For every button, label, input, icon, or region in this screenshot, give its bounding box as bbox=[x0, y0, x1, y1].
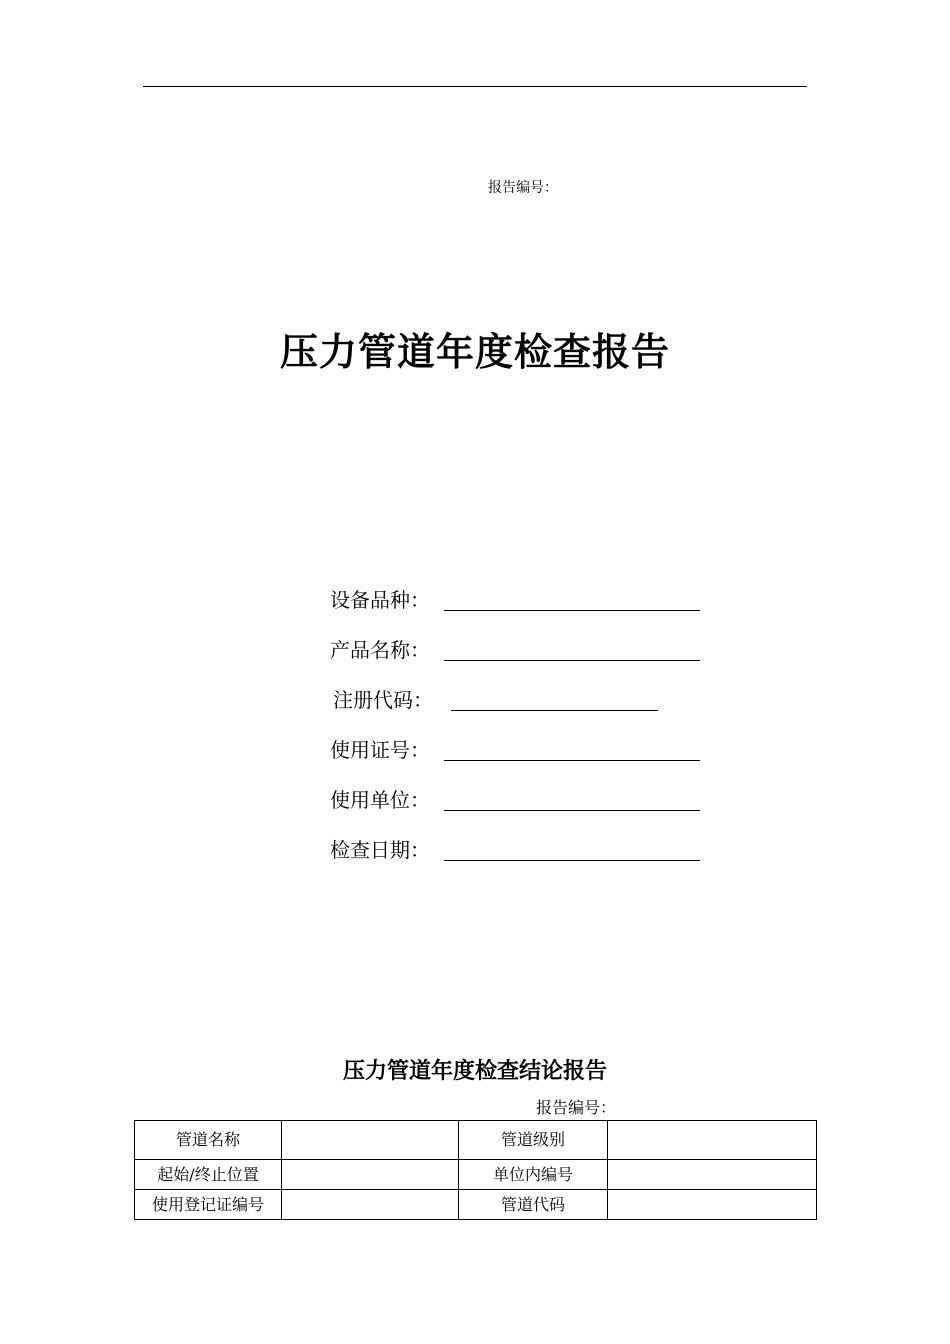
field-blank-line[interactable] bbox=[444, 860, 700, 861]
conclusion-title: 压力管道年度检查结论报告 bbox=[342, 1058, 607, 1084]
table-header-cell: 单位内编号 bbox=[459, 1160, 608, 1190]
field-product-name bbox=[330, 635, 700, 665]
table-value-cell[interactable] bbox=[608, 1121, 817, 1160]
field-registration-code bbox=[333, 685, 659, 715]
field-label: 使用单位： bbox=[330, 788, 430, 812]
conclusion-report-number-label: 报告编号： bbox=[536, 1098, 617, 1117]
field-blank-line[interactable] bbox=[444, 610, 700, 611]
field-blank-line[interactable] bbox=[451, 710, 658, 711]
field-label: 产品名称： bbox=[330, 638, 430, 662]
field-blank-line[interactable] bbox=[444, 760, 700, 761]
table-header-cell: 管道代码 bbox=[459, 1190, 608, 1220]
header-rule bbox=[143, 86, 807, 87]
table-value-cell[interactable] bbox=[282, 1160, 459, 1190]
field-use-certificate bbox=[330, 735, 700, 765]
field-label: 使用证号： bbox=[330, 738, 430, 762]
field-blank-line[interactable] bbox=[444, 660, 700, 661]
field-blank-line[interactable] bbox=[444, 810, 700, 811]
field-equipment-type bbox=[330, 585, 700, 615]
field-inspection-date bbox=[330, 835, 700, 865]
table-value-cell[interactable] bbox=[608, 1190, 817, 1220]
field-label: 检查日期： bbox=[330, 838, 430, 862]
table-header-cell: 起始/终止位置 bbox=[135, 1160, 282, 1190]
table-header-cell: 管道级别 bbox=[459, 1121, 608, 1160]
table-value-cell[interactable] bbox=[608, 1160, 817, 1190]
table-header-cell: 使用登记证编号 bbox=[135, 1190, 282, 1220]
table-row bbox=[135, 1160, 817, 1190]
field-label: 注册代码： bbox=[333, 688, 433, 712]
table-row bbox=[135, 1190, 817, 1220]
pipeline-info-table bbox=[134, 1120, 817, 1220]
table-header-cell: 管道名称 bbox=[135, 1121, 282, 1160]
table-value-cell[interactable] bbox=[282, 1190, 459, 1220]
page-title: 压力管道年度检查报告 bbox=[279, 329, 670, 374]
report-number-label: 报告编号： bbox=[488, 180, 558, 196]
field-label: 设备品种： bbox=[330, 588, 430, 612]
table-row bbox=[135, 1121, 817, 1160]
table-value-cell[interactable] bbox=[282, 1121, 459, 1160]
field-user-unit bbox=[330, 785, 700, 815]
